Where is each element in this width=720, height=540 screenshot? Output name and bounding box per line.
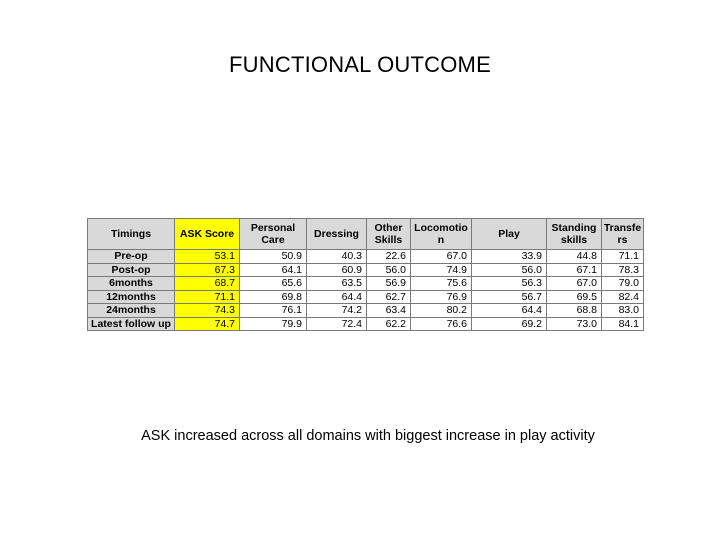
value-cell: 67.0 — [547, 277, 602, 291]
value-cell: 79.0 — [602, 277, 644, 291]
column-header-text: Timings — [110, 227, 152, 240]
column-header-text: Transfe — [603, 221, 642, 234]
timing-cell: 24months — [88, 304, 175, 318]
value-cell: 40.3 — [307, 250, 367, 264]
value-cell: 80.2 — [411, 304, 472, 318]
column-header-text: Standing — [551, 221, 597, 234]
column-header-text: Other — [374, 221, 403, 234]
value-cell: 76.6 — [411, 317, 472, 331]
value-cell: 56.0 — [472, 263, 547, 277]
value-cell: 50.9 — [240, 250, 307, 264]
value-cell: 62.7 — [367, 290, 411, 304]
timing-cell: 12months — [88, 290, 175, 304]
column-header — [307, 219, 367, 250]
column-header — [602, 219, 644, 250]
column-header — [472, 219, 547, 250]
value-cell: 69.2 — [472, 317, 547, 331]
value-cell: 62.2 — [367, 317, 411, 331]
value-cell: 69.5 — [547, 290, 602, 304]
value-cell: 56.0 — [367, 263, 411, 277]
value-cell: 76.1 — [240, 304, 307, 318]
slide-caption: ASK increased across all domains with biggest increase in play activity — [141, 428, 595, 444]
value-cell: 76.9 — [411, 290, 472, 304]
column-header-text: Dressing — [314, 227, 359, 240]
timing-cell: 6months — [88, 277, 175, 291]
timing-cell: Pre-op — [88, 250, 175, 264]
value-cell: 71.1 — [175, 290, 240, 304]
value-cell: 67.3 — [175, 263, 240, 277]
column-header-text: Play — [498, 227, 520, 240]
functional-outcome-table — [87, 218, 644, 331]
column-header-text: rs — [617, 234, 628, 246]
value-cell: 22.6 — [367, 250, 411, 264]
value-cell: 65.6 — [240, 277, 307, 291]
column-header-text: n — [437, 234, 445, 246]
column-header-text: ASK Score — [179, 227, 235, 240]
value-cell: 60.9 — [307, 263, 367, 277]
value-cell: 64.4 — [307, 290, 367, 304]
value-cell: 64.1 — [240, 263, 307, 277]
value-cell: 83.0 — [602, 304, 644, 318]
column-header — [240, 219, 307, 250]
value-cell: 74.9 — [411, 263, 472, 277]
column-header — [175, 219, 240, 250]
value-cell: 56.9 — [367, 277, 411, 291]
column-header-text: Skills — [374, 234, 403, 246]
value-cell: 74.3 — [175, 304, 240, 318]
value-cell: 63.4 — [367, 304, 411, 318]
value-cell: 78.3 — [602, 263, 644, 277]
column-header — [547, 219, 602, 250]
value-cell: 68.7 — [175, 277, 240, 291]
table-row — [88, 277, 644, 291]
column-header-text: Personal — [250, 221, 296, 234]
value-cell: 71.1 — [602, 250, 644, 264]
value-cell: 84.1 — [602, 317, 644, 331]
value-cell: 67.0 — [411, 250, 472, 264]
value-cell: 73.0 — [547, 317, 602, 331]
value-cell: 82.4 — [602, 290, 644, 304]
table-row — [88, 317, 644, 331]
value-cell: 63.5 — [307, 277, 367, 291]
value-cell: 56.7 — [472, 290, 547, 304]
value-cell: 56.3 — [472, 277, 547, 291]
timing-cell: Latest follow up — [88, 317, 175, 331]
value-cell: 53.1 — [175, 250, 240, 264]
value-cell: 67.1 — [547, 263, 602, 277]
value-cell: 69.8 — [240, 290, 307, 304]
column-header — [367, 219, 411, 250]
column-header-text: Care — [261, 234, 285, 246]
value-cell: 68.8 — [547, 304, 602, 318]
value-cell: 33.9 — [472, 250, 547, 264]
column-header-text: Locomotio — [414, 221, 468, 234]
table-row — [88, 304, 644, 318]
functional-outcome-table-container — [87, 218, 644, 331]
column-header — [411, 219, 472, 250]
value-cell: 74.7 — [175, 317, 240, 331]
value-cell: 44.8 — [547, 250, 602, 264]
column-header-text: skills — [560, 234, 588, 246]
value-cell: 75.6 — [411, 277, 472, 291]
value-cell: 72.4 — [307, 317, 367, 331]
table-row — [88, 263, 644, 277]
table-row — [88, 250, 644, 264]
timing-cell: Post-op — [88, 263, 175, 277]
table-row — [88, 290, 644, 304]
slide-title: FUNCTIONAL OUTCOME — [229, 52, 491, 77]
table-header-row — [88, 219, 644, 250]
value-cell: 64.4 — [472, 304, 547, 318]
column-header — [88, 219, 175, 250]
value-cell: 74.2 — [307, 304, 367, 318]
value-cell: 79.9 — [240, 317, 307, 331]
